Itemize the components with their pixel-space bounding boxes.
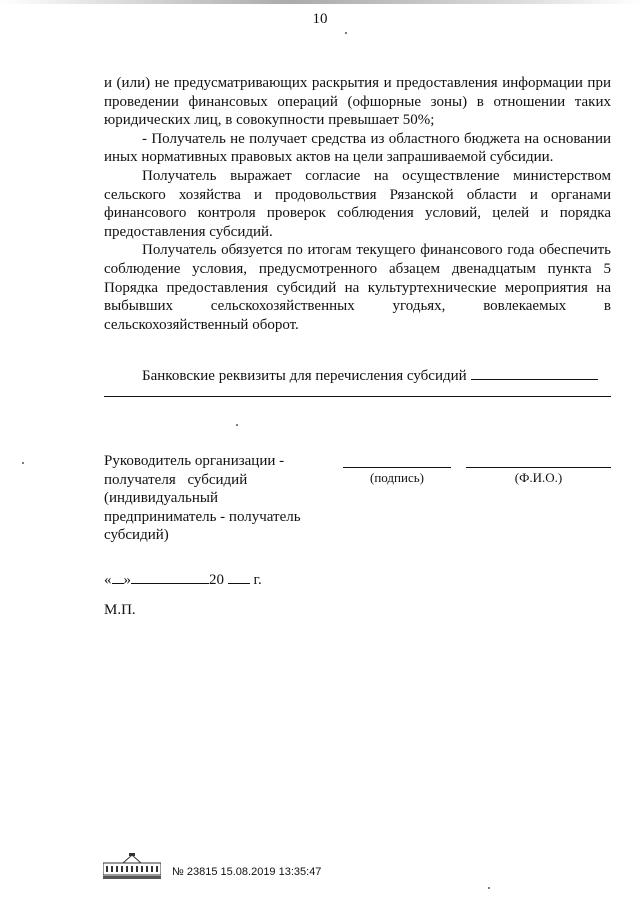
date-open-quote: « (104, 572, 112, 588)
signature-line (343, 467, 451, 468)
signer-line: (индивидуальный (104, 490, 219, 507)
bank-details-label: Банковские реквизиты для перечисления субсидий (142, 368, 467, 384)
bank-details-blank (471, 366, 598, 380)
paragraph-consent: Получатель выражает согласие на осуществление министерством сельского хозяйства и продовольствия Рязанской области и органами финансового контроля проверок соблюдения условий, целей и порядка предоставления субсидий. (104, 167, 611, 240)
scan-speck (22, 462, 24, 464)
paragraph-no-other-funds: - Получатель не получает средства из областного бюджета на основании иных нормативных правовых актов на цели запрашиваемой субсидии. (104, 130, 611, 166)
month-blank (131, 570, 209, 584)
building-logo-icon (103, 853, 161, 879)
year-suffix: г. (253, 572, 262, 588)
paragraph-obligation: Получатель обязуется по итогам текущего финансового года обеспечить соблюдение условия, предусмотренного абзацем двенадцатым пункта 5 Порядка предоставления субсидий на культуртехнические мероприятия на выбывших сельскохозяйственных угодьях, вовлекаемых в сельскохозяйственный оборот. (104, 242, 611, 333)
signature-caption: (подпись) (370, 470, 424, 485)
bank-details-line (104, 396, 611, 397)
day-blank (112, 570, 124, 584)
signer-line: Руководитель организации - (104, 453, 285, 469)
name-caption: (Ф.И.О.) (514, 470, 563, 485)
registration-stamp: № 23815 15.08.2019 13:35:47 (172, 866, 322, 878)
name-line (466, 467, 611, 468)
scan-speck (488, 887, 490, 889)
year-prefix: 20 (209, 572, 224, 588)
paragraph-offshore: и (или) не предусматривающих раскрытия и предоставления информации при проведении финансовых операций (офшорные зоны) в отношении таких юридических лиц, в совокупности превышает 50%; (104, 75, 611, 129)
signer-line: получателя субсидий (104, 471, 248, 488)
date-field (104, 570, 262, 589)
scan-speck (345, 32, 347, 34)
signer-line: предприниматель - получатель (104, 508, 301, 525)
scan-speck (236, 424, 238, 426)
signer-block (104, 452, 324, 545)
bank-details (104, 366, 611, 385)
scan-edge (0, 0, 640, 4)
signer-line: субсидий) (104, 527, 169, 544)
stamp-place-label: М.П. (104, 602, 136, 618)
year-blank (228, 570, 250, 584)
page-number: 10 (312, 11, 328, 27)
document-body (104, 74, 611, 334)
date-close-quote: » (123, 572, 131, 588)
